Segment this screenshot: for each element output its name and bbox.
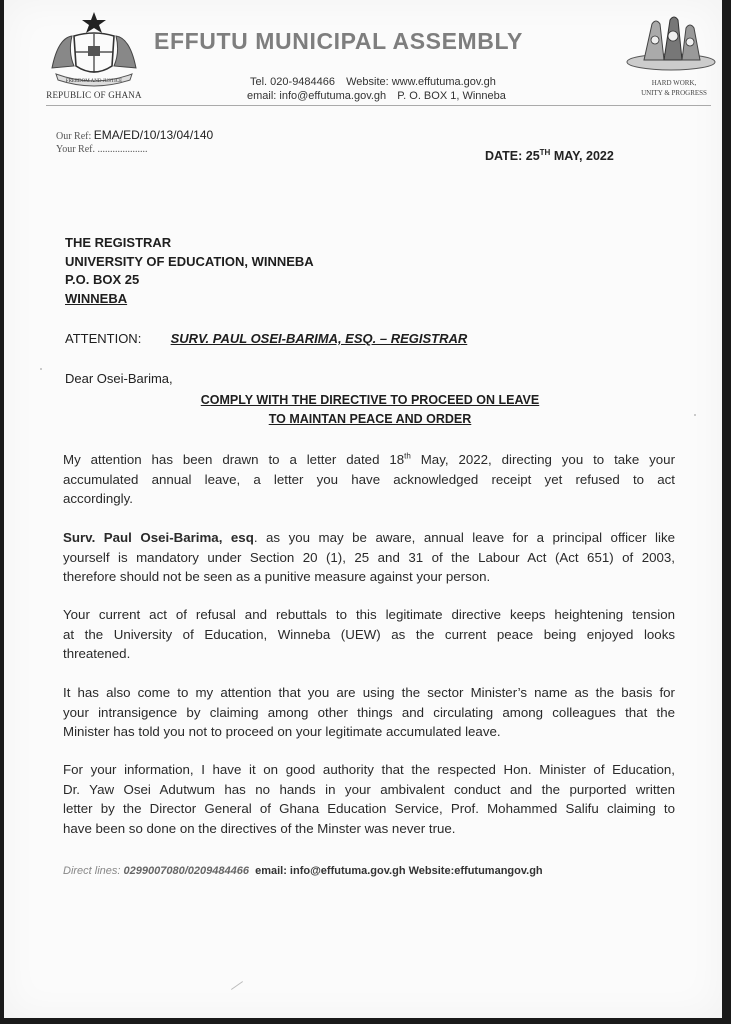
p2-line-1: [63, 528, 675, 548]
motto: [624, 78, 724, 98]
scan-border-bottom: [0, 1018, 731, 1024]
assembly-name: EFFUTU MUNICIPAL ASSEMBLY: [154, 28, 523, 54]
telephone: Tel. 020-9484466: [250, 76, 336, 88]
ghana-coat-of-arms-icon: [44, 8, 144, 88]
p5-line-1: For your information, I have it on good authority that the respected Hon. Minister of Education,: [63, 762, 675, 777]
body-paragraph-2: [63, 528, 675, 587]
recipient-line-2: UNIVERSITY OF EDUCATION, WINNEBA: [65, 253, 314, 269]
your-reference: [56, 144, 148, 155]
p1-sup: th: [404, 451, 411, 461]
subject-heading: [104, 391, 636, 428]
scan-speck: [40, 368, 42, 370]
p1-line-3: accordingly.: [63, 491, 133, 507]
motto-line-2: UNITY & PROGRESS: [641, 89, 707, 97]
email-address: email: info@effutuma.gov.gh: [247, 90, 387, 102]
svg-text:FREEDOM AND JUSTICE: FREEDOM AND JUSTICE: [65, 79, 123, 84]
subject-line-2: TO MAINTAN PEACE AND ORDER: [268, 411, 472, 426]
body-paragraph-1: [63, 450, 675, 509]
po-box: P. O. BOX 1, Winneba: [397, 90, 506, 102]
direct-lines-numbers: 0299007080/0209484466: [123, 865, 249, 877]
footer-email: email: info@effutuma.gov.gh: [255, 865, 406, 877]
p3-line-2: at the University of Education, Winneba (UEW) as the current peace being enjoyed looks: [63, 626, 675, 642]
scan-mark: [231, 981, 243, 990]
attention-label: ATTENTION:: [65, 331, 142, 346]
scan-border-right: [722, 0, 731, 1024]
date-rest: MAY, 2022: [553, 149, 614, 164]
our-reference: [56, 128, 213, 142]
recipient-line-4: WINNEBA: [65, 290, 128, 306]
subject-line-1: COMPLY WITH THE DIRECTIVE TO PROCEED ON LEAVE: [200, 393, 540, 407]
p3-line-1: Your current act of refusal and rebuttals to this legitimate directive keeps heightening tension: [63, 607, 675, 622]
letter-footer: [63, 865, 543, 877]
date-label: DATE:: [485, 149, 523, 164]
p1-line-1b: May, 2022, directing you to take your: [410, 452, 675, 467]
letter-page: [4, 0, 722, 1018]
p5-line-2: Dr. Yaw Osei Adutwum has no hands in your ambivalent conduct and the purported written: [63, 781, 675, 797]
salutation: Dear Osei-Barima,: [65, 371, 173, 386]
p1-line-1: [63, 450, 675, 470]
p4-line-2: your intransigence by claiming among other things and circulating among colleagues that the: [63, 704, 675, 720]
body-paragraph-4: [63, 683, 675, 742]
p4-line-1: It has also come to my attention that you are using the sector Minister’s name as the basis for: [63, 685, 675, 700]
p2-line-1-text: . as you may be aware, annual leave for a principal officer like: [253, 530, 675, 545]
your-ref-label: Your Ref.: [56, 144, 95, 155]
website-link: Website: www.effutuma.gov.gh: [346, 76, 496, 88]
p3-line-3: threatened.: [63, 646, 131, 662]
attention-name: SURV. PAUL OSEI-BARIMA, ESQ. – REGISTRAR: [170, 331, 468, 346]
our-ref-value: EMA/ED/10/13/04/140: [93, 128, 214, 142]
motto-line-1: HARD WORK,: [651, 79, 697, 87]
crest-caption: REPUBLIC OF GHANA: [46, 90, 142, 100]
date-day: 25: [525, 149, 540, 164]
your-ref-value: ....................: [97, 144, 148, 155]
footer-website: Website:effutumangov.gh: [408, 865, 543, 877]
contact-line-2: [247, 90, 514, 102]
scan-speck: [694, 414, 696, 416]
recipient-address: [65, 234, 314, 308]
p2-line-3: therefore should not be seen as a punitive measure against your person.: [63, 569, 491, 585]
attention-line: [65, 331, 467, 346]
p2-name: Surv. Paul Osei-Barima, esq: [63, 530, 254, 545]
body-paragraph-3: [63, 605, 675, 664]
contact-line-1: [250, 76, 504, 88]
recipient-line-1: THE REGISTRAR: [65, 235, 172, 250]
p1-line-2: accumulated annual leave, a letter you have acknowledged receipt yet refused to act: [63, 471, 675, 487]
letter-date: [485, 148, 614, 163]
assembly-emblem-icon: [624, 10, 719, 80]
p2-line-2: yourself is mandatory under Section 20 (1), 25 and 31 of the Labour Act (Act 651) of 2003,: [63, 549, 675, 565]
p5-line-3: letter by the Director General of Ghana Education Service, Prof. Mohammed Salifu claiming to: [63, 801, 675, 817]
p5-line-4: have been so done on the directives of the Minster was never true.: [63, 820, 456, 836]
recipient-line-3: P.O. BOX 25: [65, 272, 140, 287]
p1-line-1a: My attention has been drawn to a letter dated 18: [63, 452, 405, 467]
p4-line-3: Minister has told you not to proceed on your legitimate accumulated leave.: [63, 724, 501, 740]
header-divider: [46, 105, 711, 106]
our-ref-label: Our Ref:: [56, 131, 92, 142]
direct-lines-label: Direct lines:: [63, 865, 121, 877]
body-paragraph-5: [63, 760, 675, 838]
date-suffix: TH: [539, 148, 551, 157]
